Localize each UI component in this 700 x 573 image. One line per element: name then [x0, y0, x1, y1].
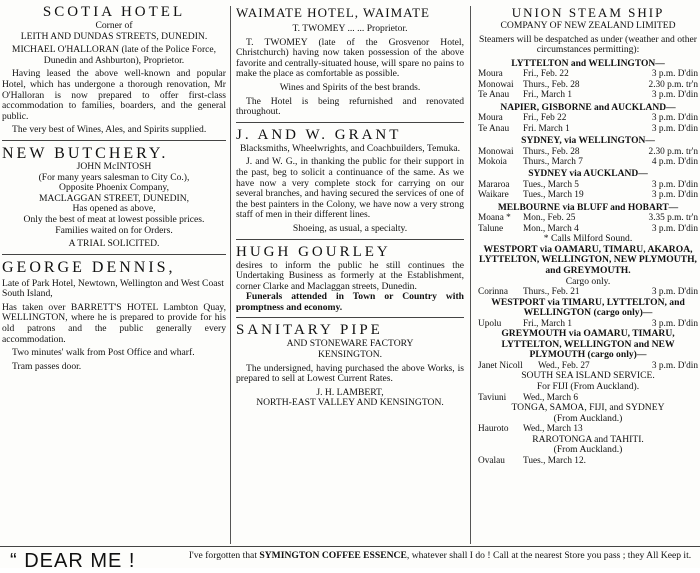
ship-name: Moura	[478, 113, 503, 124]
grant-shoeing: Shoeing, as usual, a specialty.	[292, 222, 408, 234]
dennis-late: Late of Park Hotel, Newtown, Wellington and West Coast South Island,	[2, 277, 224, 300]
butchery-location2: MACLAGGAN STREET, DUNEDIN,	[38, 192, 190, 204]
coffee-brand: SYMINGTON COFFEE ESSENCE	[259, 550, 407, 561]
sail-time: 4 p.m. D'din	[651, 157, 698, 167]
rarotonga-from: (From Auckland.)	[553, 444, 623, 456]
scotia-wines: The very best of Wines, Ales, and Spirits supplied.	[12, 124, 207, 136]
ship-name: Monowai	[478, 146, 514, 157]
waimate-title: WAIMATE HOTEL, WAIMATE	[236, 5, 430, 20]
sail-time: 3 p.m. D'din	[651, 287, 698, 298]
ship-name: Waikare	[478, 190, 509, 201]
sail-date: Fri., March 1	[523, 318, 573, 329]
ship-name: Janet Nicoll	[478, 360, 523, 371]
route-head: MELBOURNE via BLUFF and HOBART—	[497, 202, 679, 213]
sail-time: 3 p.m. D'din	[651, 360, 698, 371]
grant-trade: Blacksmiths, Wheelwrights, and Coachbuilders, Temuka.	[239, 142, 461, 154]
sail-date: Tues., March 5	[523, 180, 579, 190]
butchery-families: Families waited on for Orders.	[55, 224, 173, 236]
dennis-walk: Two minutes' walk from Post Office and wharf.	[12, 347, 195, 359]
grant-body: J. and W. G., in thanking the public for their support in the past, beg to solicit a continuance of the same. As we have now a very complete stock for carrying on our several branches, and having secured the services of one of the best painters in the Colony, we have now a very strong staff of men in their different lines.	[236, 156, 464, 221]
sailing-row	[478, 124, 698, 134]
ship-name: Monowai	[478, 79, 514, 90]
ship-name: Upolu	[478, 318, 502, 329]
sail-date: Fri., Feb 22	[523, 113, 567, 124]
ship-name: Taviuni	[478, 392, 507, 403]
sailing-row	[478, 69, 698, 79]
sail-date: Mon., March 4	[523, 223, 579, 234]
cargo-only: Cargo only.	[565, 275, 611, 287]
column-right	[478, 4, 698, 466]
dennis-tram: Tram passes door.	[12, 360, 82, 372]
sail-time: 3 p.m. D'din	[651, 190, 698, 201]
column-middle	[236, 4, 464, 409]
gourley-ad	[236, 244, 464, 314]
sail-time: 3.35 p.m. tr'n	[648, 213, 698, 224]
coffee-text-a: I've forgotten that	[188, 550, 257, 561]
sail-date: Thurs., Feb. 28	[523, 79, 580, 90]
sail-time: 3 p.m. D'din	[651, 113, 698, 124]
dennis-body: Has taken over BARRETT'S HOTEL Lambton Quay, WELLINGTON, where he is prepared to provide for his old patrons and the public generally every accommodation.	[2, 301, 226, 345]
dennis-title: GEORGE DENNIS,	[2, 258, 176, 276]
union-company: COMPANY OF NEW ZEALAND LIMITED	[500, 20, 676, 31]
tonga-head: TONGA, SAMOA, FIJI, and SYDNEY	[511, 401, 665, 413]
sail-date: Tues., March 19	[523, 190, 584, 201]
ship-name: Talune	[478, 223, 504, 234]
divider	[2, 254, 226, 255]
footer-rule	[0, 546, 700, 547]
waimate-body: T. TWOMEY (late of the Grosvenor Hotel, Christchurch) having now taken possession of the above favorite and centrally-situated house, will spare no pains to make the place as comfortable as possible.	[236, 36, 464, 80]
ship-name: Corinna	[478, 287, 508, 298]
butchery-since: (For many years salesman to City Co.),	[38, 171, 190, 183]
sailing-row	[478, 113, 698, 123]
column-rule	[230, 6, 231, 544]
ship-name: Te Anau	[478, 123, 510, 134]
butchery-name: JOHN McINTOSH	[76, 160, 152, 172]
milford-note: * Calls Milford Sound.	[543, 233, 633, 245]
ship-name: Moura	[478, 69, 503, 80]
sailing-row	[478, 80, 698, 90]
column-rule	[470, 6, 471, 544]
column-left	[2, 4, 226, 372]
greymouth-head: GREYMOUTH via OAMARU, TIMARU, LYTTELTON, WELLINGTON and NEW PLYMOUTH (cargo only)—	[501, 328, 675, 361]
ship-name: Mokoia	[478, 157, 507, 167]
scotia-hotel-ad	[2, 4, 226, 136]
coffee-text-b: , whatever shall I do ! Call at the nearest Store you pass ; they All Keep it.	[406, 550, 692, 561]
sailing-row	[478, 213, 698, 223]
scotia-proprietor: MICHAEL O'HALLORAN (late of the Police Force, Dunedin and Ashburton), Proprietor.	[11, 44, 217, 66]
grant-title: J. AND W. GRANT	[236, 126, 402, 143]
pipe-address: NORTH-EAST VALLEY AND KENSINGTON.	[256, 397, 444, 409]
sail-date: Mon., Feb. 25	[523, 213, 576, 224]
pipe-body: The undersigned, having purchased the above Works, is prepared to sell at Lowest Current Rates.	[236, 362, 464, 385]
sailing-row	[478, 157, 698, 167]
tonga-from: (From Auckland.)	[553, 412, 623, 424]
sail-time: 2.30 p.m. tr'n	[648, 146, 698, 157]
sail-time: 3 p.m. D'din	[651, 180, 698, 190]
fiji-head: For FIJI (From Auckland).	[536, 380, 640, 392]
union-title: UNION STEAM SHIP	[511, 5, 665, 20]
sail-date: Fri. March 1	[523, 123, 570, 134]
rarotonga-head: RAROTONGA and TAHITI.	[532, 433, 644, 445]
sailing-row	[478, 190, 698, 200]
sailing-row	[478, 456, 698, 466]
scotia-subtitle: Corner of	[95, 20, 133, 31]
sail-time: 3 p.m. D'din	[651, 123, 698, 134]
butchery-prices: Only the best of meat at lowest possible prices.	[23, 213, 205, 225]
scotia-title: SCOTIA HOTEL	[42, 4, 186, 20]
sail-date: Fri., March 1	[523, 90, 573, 101]
pipe-title: SANITARY PIPE	[236, 322, 383, 339]
sail-date: Wed., March 6	[523, 392, 579, 403]
divider	[236, 239, 464, 240]
pipe-factory: AND STONEWARE FACTORY	[286, 338, 414, 350]
sail-date: Fri., Feb. 22	[523, 69, 569, 80]
sailing-row	[478, 147, 698, 157]
route-head: LYTTELTON and WELLINGTON—	[511, 58, 665, 69]
sail-date: Thurs., Feb. 28	[523, 146, 580, 157]
sailing-routes	[478, 59, 698, 234]
sail-date: Tues., March 12.	[523, 455, 586, 466]
sail-date: Thurs., March 7	[523, 157, 583, 167]
sail-time: 3 p.m. D'din	[651, 223, 698, 234]
sail-time: 3 p.m. D'din	[651, 69, 698, 80]
union-intro: Steamers will be despatched as under (weather and other circumstances permitting):	[479, 33, 697, 56]
sail-date: Wed., March 13	[523, 424, 583, 435]
butchery-location1: Opposite Phoenix Company,	[59, 182, 169, 194]
sailing-row	[478, 90, 698, 100]
pipe-place: KENSINGTON.	[317, 349, 383, 361]
sailing-row	[478, 180, 698, 190]
dennis-ad	[2, 259, 226, 373]
coffee-ad-text	[180, 550, 700, 561]
route-head: NAPIER, GISBORNE and AUCKLAND—	[500, 102, 676, 113]
sail-time: 3 p.m. D'din	[651, 318, 698, 329]
ship-name: Te Anau	[478, 90, 510, 101]
butchery-trial: A TRIAL SOLICITED.	[68, 238, 160, 250]
grant-ad	[236, 127, 464, 235]
dear-me-headline: “ DEAR ME !	[10, 550, 136, 572]
sail-date: Wed., Feb. 27	[538, 360, 590, 371]
gourley-body: desires to inform the public he still continues the Undertaking Business as formerly at the Establishment, corner Clarke and Maclaggan streets, Dunedin.	[236, 259, 464, 292]
waimate-hotel-ad	[236, 4, 464, 118]
ship-name: Moana *	[478, 213, 511, 224]
divider	[236, 122, 464, 123]
route-head: SYDNEY via AUCKLAND—	[528, 169, 648, 180]
ship-name: Mararoa	[478, 180, 510, 190]
divider	[236, 317, 464, 318]
westport2-head: WESTPORT via TIMARU, LYTTELTON, and WELLINGTON (cargo only)—	[491, 296, 685, 319]
sail-time: 3 p.m. D'din	[651, 90, 698, 101]
westport-head: WESTPORT via OAMARU, TIMARU, AKAROA, LYTTELTON, WELLINGTON, NEW PLYMOUTH, and GREYMOUTH.	[479, 243, 697, 276]
waimate-owner: T. TWOMEY ... ... Proprietor.	[292, 23, 408, 34]
scotia-address: LEITH AND DUNDAS STREETS, DUNEDIN.	[20, 30, 208, 42]
gourley-funerals: Funerals attended in Town or Country with promptness and economy.	[236, 291, 464, 313]
butchery-opened: Has opened as above,	[72, 203, 156, 215]
sanitary-pipe-ad	[236, 322, 464, 409]
divider	[2, 140, 226, 141]
waimate-wines: Wines and Spirits of the best brands.	[279, 81, 421, 93]
sail-time: 2.30 p.m. tr'n	[648, 79, 698, 90]
ship-name: Hauroto	[478, 424, 509, 435]
gourley-title: HUGH GOURLEY	[236, 243, 391, 260]
pipe-name: J. H. LAMBERT,	[316, 386, 384, 398]
scotia-body: Having leased the above well-known and popular Hotel, which has undergone a thorough renovation, Mr O'Halloran is now prepared to offer first-class accommodation to families, boarders, and the general public.	[2, 68, 226, 122]
sail-date: Thurs., Feb. 21	[523, 287, 580, 298]
south-sea-head: SOUTH SEA ISLAND SERVICE.	[521, 370, 655, 382]
butchery-ad	[2, 145, 226, 250]
waimate-refurbished: The Hotel is being refurnished and renovated throughout.	[236, 95, 464, 118]
route-head: SYDNEY, via WELLINGTON—	[521, 136, 655, 146]
butchery-title: NEW BUTCHERY.	[2, 144, 169, 162]
ship-name: Ovalau	[478, 455, 505, 466]
sailing-row	[478, 424, 698, 434]
